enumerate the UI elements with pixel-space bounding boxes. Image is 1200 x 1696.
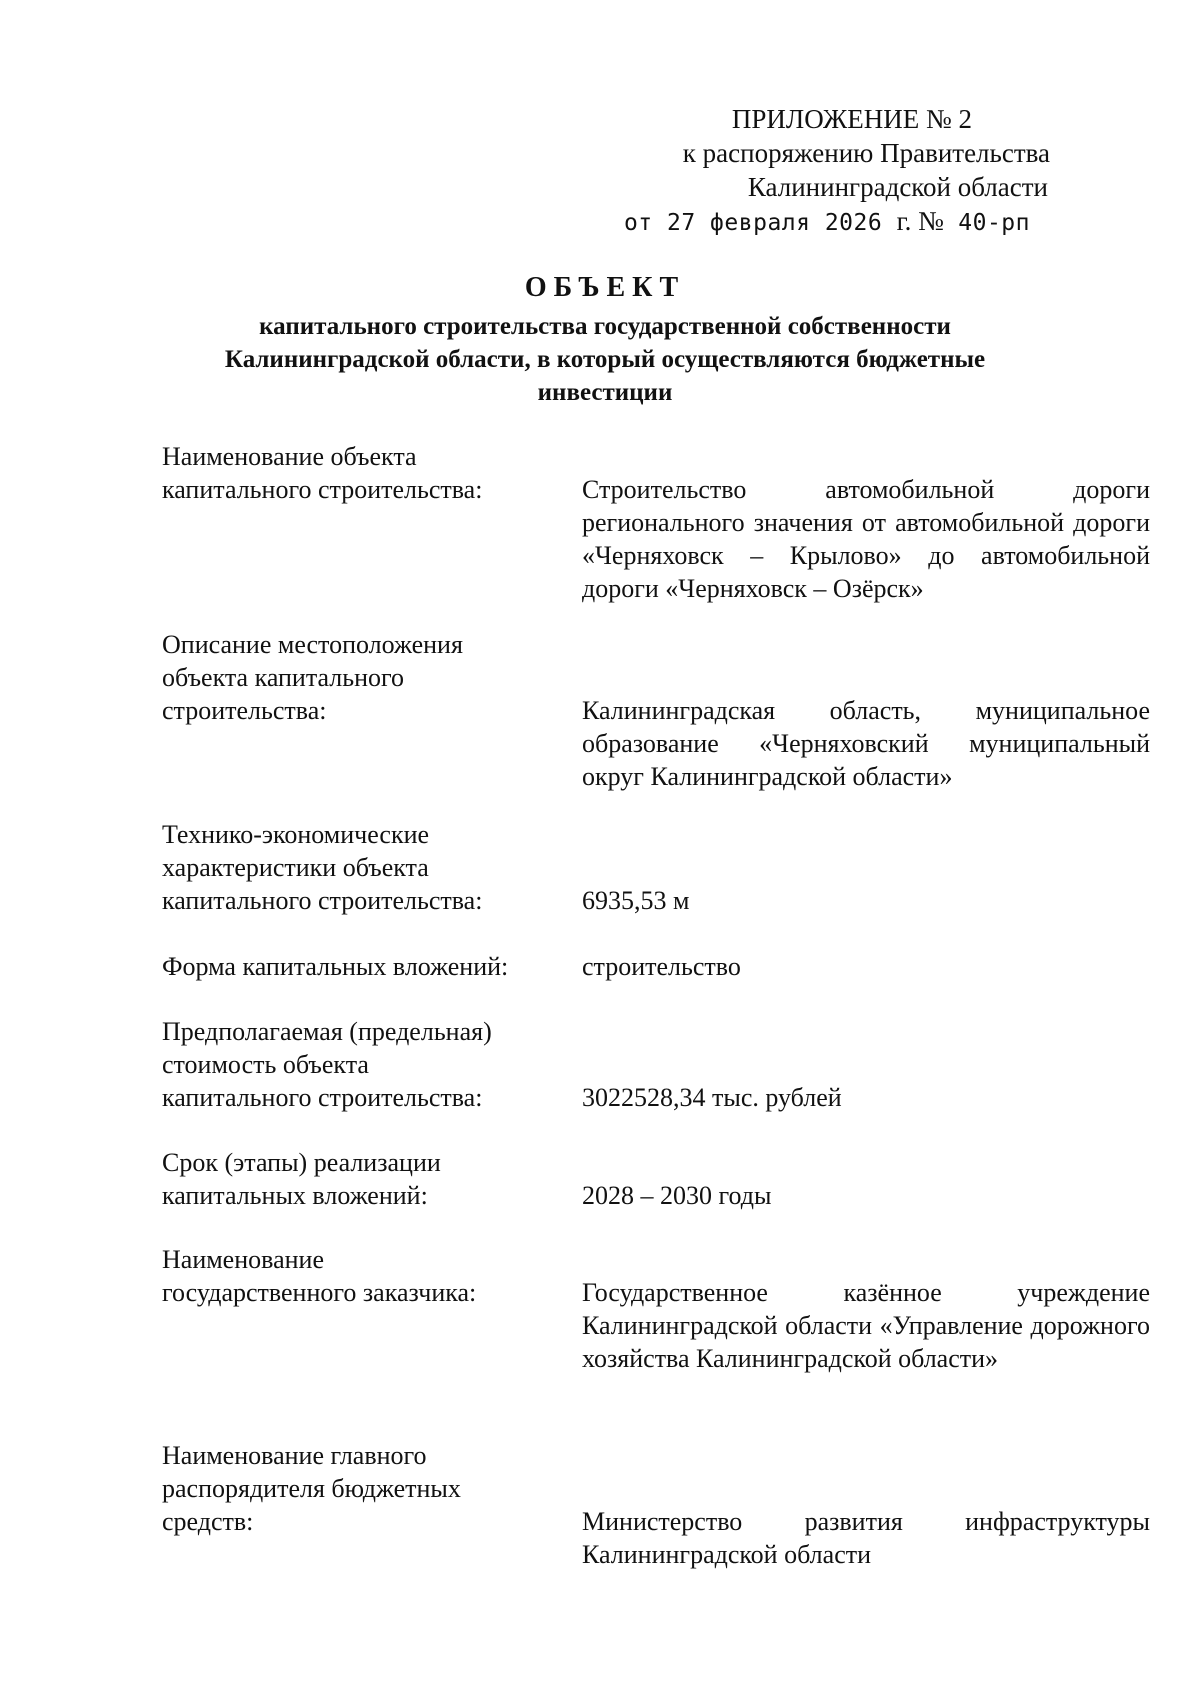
detail-value: 2028 – 2030 годы (582, 1181, 772, 1210)
detail-value: 6935,53 м (582, 886, 690, 915)
detail-label: Наименование государственного заказчика: (162, 1245, 477, 1307)
detail-value: Калининградская область, муниципальное образование «Черняховский муниципальный округ Калининградской области» (582, 696, 1150, 791)
detail-label: Технико-экономические характеристики объекта капитального строительства: (162, 820, 483, 915)
detail-label: Наименование объекта капитального строительства: (162, 442, 483, 504)
date-number-sign: г. № (896, 206, 944, 236)
appendix-date-line (590, 204, 1050, 240)
appendix-header (590, 102, 1050, 240)
detail-label: Описание местоположения объекта капитального строительства: (162, 630, 463, 725)
detail-label: Предполагаемая (предельная) стоимость объекта капитального строительства: (162, 1017, 492, 1112)
detail-label: Наименование главного распорядителя бюджетных средств: (162, 1441, 461, 1536)
detail-value: Строительство автомобильной дороги регионального значения от автомобильной дороги «Черняховск – Крылово» до автомобильной дороги «Черняховск – Озёрск» (582, 475, 1150, 603)
order-number: 40-рп (958, 210, 1030, 236)
date-value: 27 февраля 2026 (667, 210, 883, 236)
heading-line-2: Калининградской области, в который осуществляются бюджетные (224, 346, 986, 373)
appendix-title: ПРИЛОЖЕНИЕ № 2 (731, 104, 972, 134)
detail-value: Государственное казённое учреждение Калининградской области «Управление дорожного хозяйства Калининградской области» (582, 1278, 1150, 1373)
date-prefix: от (623, 210, 653, 236)
appendix-region-line: Калининградской области (747, 172, 1048, 202)
detail-label: Форма капитальных вложений: (162, 952, 509, 981)
detail-value: строительство (582, 952, 741, 981)
document-heading (150, 270, 1060, 409)
detail-label: Срок (этапы) реализации капитальных вложений: (162, 1148, 441, 1210)
heading-line-3: инвестиции (537, 379, 673, 406)
detail-value: 3022528,34 тыс. рублей (582, 1083, 842, 1112)
heading-title: ОБЪЕКТ (524, 272, 686, 303)
heading-line-1: капитального строительства государственной собственности (259, 313, 951, 340)
detail-value: Министерство развития инфраструктуры Калининградской области (582, 1507, 1150, 1569)
appendix-order-line: к распоряжению Правительства (682, 138, 1050, 168)
